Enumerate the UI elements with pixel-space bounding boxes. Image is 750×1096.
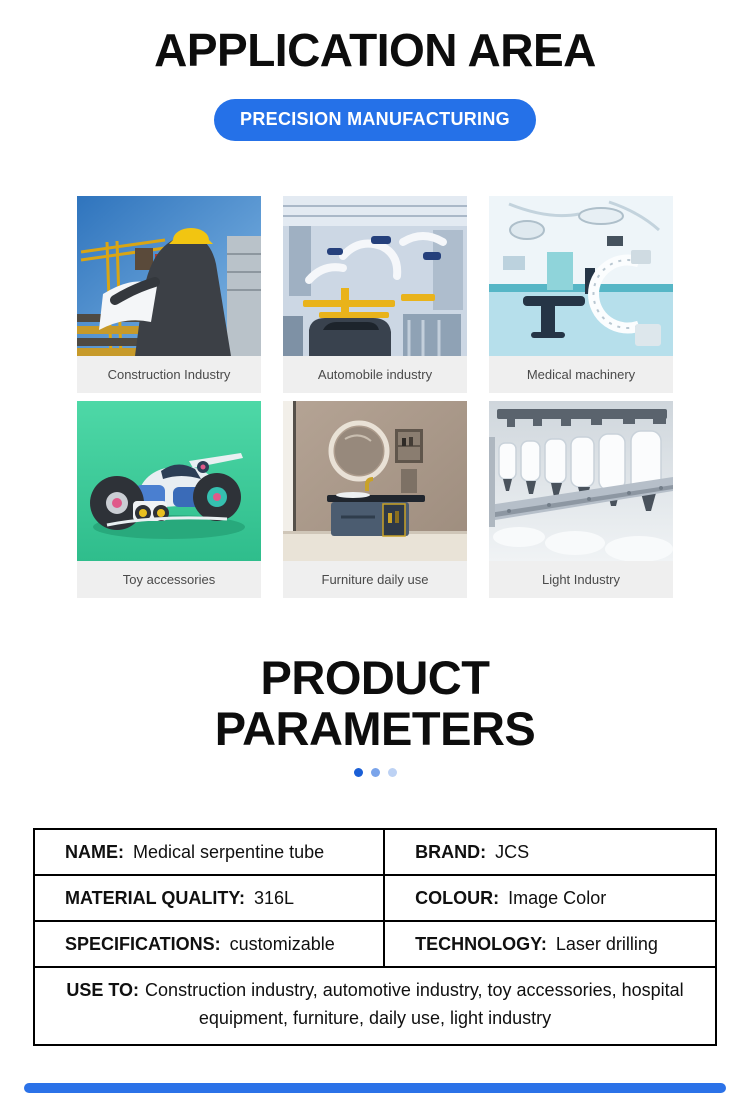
param-specifications: SPECIFICATIONS: customizable	[65, 933, 335, 954]
card-caption: Automobile industry	[283, 356, 467, 393]
operating-room-photo	[489, 196, 673, 356]
param-colour: COLOUR: Image Color	[383, 876, 715, 920]
toy-car-photo	[77, 401, 261, 561]
card-automobile	[283, 196, 467, 393]
table-row	[35, 874, 715, 920]
card-caption: Construction Industry	[77, 356, 261, 393]
card-caption: Light Industry	[489, 561, 673, 598]
carousel-dots	[354, 768, 397, 777]
embroidery-machines-photo	[489, 401, 673, 561]
card-caption: Toy accessories	[77, 561, 261, 598]
card-medical	[489, 196, 673, 393]
param-material-quality: MATERIAL QUALITY: 316L	[65, 887, 295, 908]
param-name: NAME: Medical serpentine tube	[65, 841, 325, 862]
carousel-dot[interactable]	[371, 768, 380, 777]
precision-manufacturing-badge: PRECISION MANUFACTURING	[214, 99, 536, 141]
param-brand: BRAND: JCS	[383, 830, 715, 874]
bottom-accent-bar	[24, 1083, 726, 1093]
card-caption: Medical machinery	[489, 356, 673, 393]
carousel-dot-active[interactable]	[354, 768, 363, 777]
product-parameters-title: PRODUCT PARAMETERS	[214, 650, 536, 756]
card-caption: Furniture daily use	[283, 561, 467, 598]
application-grid	[77, 196, 673, 598]
card-construction	[77, 196, 261, 393]
carousel-dot[interactable]	[388, 768, 397, 777]
param-technology: TECHNOLOGY: Laser drilling	[383, 922, 715, 966]
automobile-factory-photo	[283, 196, 467, 356]
table-row	[35, 920, 715, 966]
card-furniture	[283, 401, 467, 598]
table-row	[35, 966, 715, 1044]
bathroom-vanity-photo	[283, 401, 467, 561]
card-toy	[77, 401, 261, 598]
parameters-table	[33, 828, 717, 1046]
table-row	[35, 830, 715, 874]
application-area-title: APPLICATION AREA	[154, 24, 596, 76]
card-light-industry	[489, 401, 673, 598]
construction-photo	[77, 196, 261, 356]
param-use-to: USE TO: Construction industry, automotive industry, toy accessories, hospital equipment, furniture, daily use, light industry	[66, 980, 684, 1028]
